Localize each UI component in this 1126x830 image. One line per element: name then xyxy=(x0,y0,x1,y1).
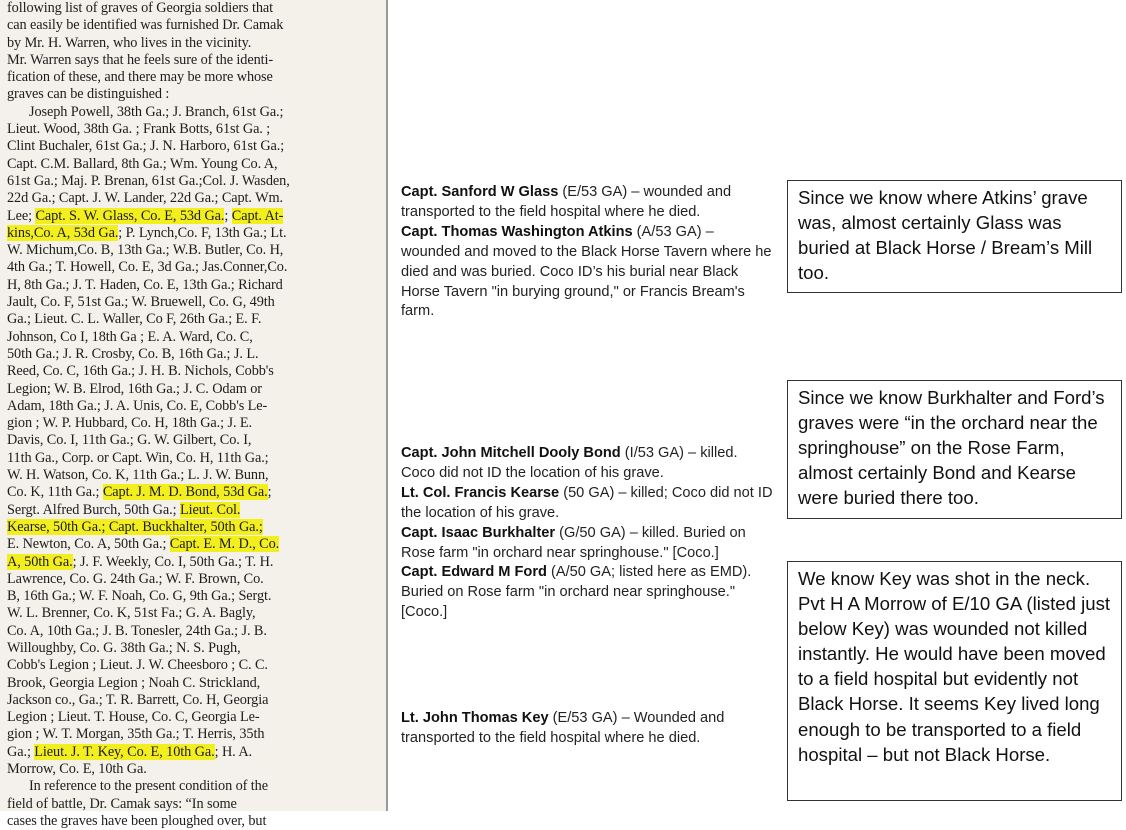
clipping-line xyxy=(7,259,380,276)
clipping-line xyxy=(7,190,380,207)
clipping-line xyxy=(7,657,380,674)
clipping-segment: following list of graves of Georgia soldiers that xyxy=(7,0,274,16)
clipping-line xyxy=(7,484,380,501)
clipping-line xyxy=(7,813,380,830)
soldier-entry xyxy=(401,484,773,524)
highlighted-name: kins,Co. A, 53d Ga. xyxy=(7,224,119,241)
soldier-entry xyxy=(401,563,773,623)
note-text-bond-kearse: Since we know Burkhalter and Ford’s graves were “in the orchard near the springhouse” on the Rose Farm, almost certainly Bond and Kearse were buried there too. xyxy=(798,387,1105,509)
annotation-glass-atkins xyxy=(401,183,773,322)
soldier-details: (G/50 GA) – killed. Buried on Rose farm "in orchard near springhouse." [Coco.] xyxy=(401,524,746,561)
clipping-line xyxy=(7,605,380,622)
clipping-segment: Joseph Powell, 38th Ga.; J. Branch, 61st Ga.; xyxy=(29,103,284,120)
clipping-line xyxy=(7,381,380,398)
clipping-segment: Lieut. Wood, 38th Ga. ; Frank Botts, 61st Ga. ; xyxy=(7,121,271,138)
clipping-segment: B, 16th Ga.; W. F. Noah, Co. G, 9th Ga.; Sergt. xyxy=(7,588,272,605)
clipping-line xyxy=(7,242,380,259)
clipping-segment: Morrow, Co. E, 10th Ga. xyxy=(7,761,147,778)
clipping-line xyxy=(7,623,380,640)
soldier-name: Capt. Edward M Ford xyxy=(401,564,547,581)
clipping-segment: Legion; W. B. Elrod, 16th Ga.; J. C. Odam or xyxy=(7,380,262,397)
clipping-line xyxy=(7,294,380,311)
clipping-segment: can easily be identified was furnished Dr. Camak xyxy=(7,17,284,34)
clipping-line xyxy=(7,398,380,415)
clipping-line xyxy=(7,363,380,380)
highlighted-name: A, 50th Ga. xyxy=(7,553,73,570)
clipping-segment: Jackson co., Ga.; T. R. Barrett, Co. H, Georgia xyxy=(7,691,269,708)
clipping-line xyxy=(7,329,380,346)
clipping-line xyxy=(7,311,380,328)
clipping-segment: Willoughby, Co. G. 38th Ga.; N. S. Pugh, xyxy=(7,639,241,656)
clipping-line xyxy=(7,744,380,761)
clipping-line xyxy=(7,138,380,155)
soldier-entry xyxy=(401,444,773,484)
clipping-line xyxy=(7,571,380,588)
clipping-segment: W. L. Brenner, Co. K, 51st Fa.; G. A. Bagly, xyxy=(7,605,256,622)
clipping-segment: E. Newton, Co. A, 50th Ga.; xyxy=(7,536,170,553)
clipping-line xyxy=(7,467,380,484)
clipping-line xyxy=(7,0,380,17)
clipping-segment: by Mr. H. Warren, who lives in the vicinity. xyxy=(7,34,252,51)
clipping-line xyxy=(7,761,380,778)
soldier-entry xyxy=(401,709,773,749)
clipping-segment: Clint Buchaler, 61st Ga.; J. N. Harboro, 61st Ga.; xyxy=(7,138,285,155)
clipping-segment: 4th Ga.; T. Howell, Co. E, 3d Ga.; Jas.Conner,Co. xyxy=(7,259,288,276)
clipping-segment: Co. A, 10th Ga.; J. B. Tonesler, 24th Ga.; J. B. xyxy=(7,622,267,639)
highlighted-name: Capt. E. M. D., Co. xyxy=(169,536,280,553)
clipping-segment: graves can be distinguished : xyxy=(7,86,170,103)
clipping-line xyxy=(7,156,380,173)
clipping-segment: Adam, 18th Ga.; J. A. Unis, Co. E, Cobb's Le- xyxy=(7,397,268,414)
clipping-segment: Lee; xyxy=(7,207,36,224)
highlighted-name: Capt. S. W. Glass, Co. E, 53d Ga. xyxy=(35,207,225,224)
soldier-entry xyxy=(401,524,773,564)
soldier-name: Lt. Col. Francis Kearse xyxy=(401,484,560,501)
clipping-line xyxy=(7,519,380,536)
soldier-details: (A/53 GA) – wounded and moved to the Black Horse Tavern where he died and was buried. Coco ID’s his burial near Black Horse Tavern "in burying ground," or Francis Bream's farm. xyxy=(401,223,772,320)
annotation-bond-kearse-burkhalter-ford xyxy=(401,444,773,623)
clipping-line xyxy=(7,69,380,86)
clipping-segment: W. Michum,Co. B, 13th Ga.; W.B. Butler, Co. H, xyxy=(7,242,284,259)
highlighted-name: Lieut. Col. xyxy=(179,501,241,518)
clipping-segment: cases the graves have been ploughed over, but xyxy=(7,812,267,829)
clipping-line xyxy=(7,121,380,138)
note-box-bond-kearse xyxy=(787,380,1122,519)
clipping-line xyxy=(7,52,380,69)
clipping-segment: Sergt. Alfred Burch, 50th Ga.; xyxy=(7,501,180,518)
clipping-segment: ; xyxy=(267,484,272,501)
highlighted-name: Lieut. J. T. Key, Co. E, 10th Ga. xyxy=(34,743,215,760)
clipping-segment: H, 8th Ga.; J. T. Haden, Co. E, 13th Ga.; Richard xyxy=(7,276,283,293)
clipping-segment: fication of these, and there may be more whose xyxy=(7,69,273,86)
clipping-segment: Ga.; xyxy=(7,743,35,760)
clipping-line xyxy=(7,35,380,52)
clipping-line xyxy=(7,640,380,657)
clipping-line xyxy=(7,692,380,709)
clipping-segment: ; P. Lynch,Co. F, 13th Ga.; Lt. xyxy=(118,224,287,241)
clipping-segment: ; H. A. xyxy=(214,743,253,760)
clipping-segment: gion ; W. T. Morgan, 35th Ga.; T. Herris, 35th xyxy=(7,726,265,743)
annotation-key xyxy=(401,709,773,749)
clipping-line xyxy=(7,796,380,813)
clipping-segment: ; J. F. Weekly, Co. I, 50th Ga.; T. H. xyxy=(72,553,274,570)
clipping-segment: ; xyxy=(224,207,232,224)
highlighted-name: Capt. At- xyxy=(231,207,284,224)
clipping-line xyxy=(7,86,380,103)
clipping-line xyxy=(7,208,380,225)
clipping-line xyxy=(7,346,380,363)
soldier-name: Capt. Thomas Washington Atkins xyxy=(401,223,633,240)
clipping-segment: gion ; W. P. Hubbard, Co. H, 18th Ga.; J. E. xyxy=(7,415,253,432)
clipping-segment: field of battle, Dr. Camak says: “In some xyxy=(7,795,237,812)
clipping-line xyxy=(7,415,380,432)
soldier-name: Capt. John Mitchell Dooly Bond xyxy=(401,445,621,461)
clipping-segment: Cobb's Legion ; Lieut. J. W. Cheesboro ; C. C. xyxy=(7,657,268,674)
soldier-details: (E/53 GA) – Wounded and transported to the field hospital where he died. xyxy=(401,710,725,746)
clipping-line xyxy=(7,588,380,605)
clipping-segment: Johnson, Co I, 18th Ga ; E. A. Ward, Co. C, xyxy=(7,328,253,345)
clipping-segment: 61st Ga.; Maj. P. Brenan, 61st Ga.;Col. J. Wasden, xyxy=(7,172,290,189)
clipping-line xyxy=(7,225,380,242)
note-text-key: We know Key was shot in the neck. Pvt H A Morrow of E/10 GA (listed just below Key) was wounded not killed instantly. He would have been moved to a field hospital but evidently not Black Horse. It seems Key lived long enough to be transported to a field hospital – but not Black Horse. xyxy=(798,568,1111,765)
clipping-line xyxy=(7,709,380,726)
clipping-segment: W. H. Watson, Co. K, 11th Ga.; L. J. W. Bunn, xyxy=(7,467,269,484)
clipping-segment: Reed, Co. C, 16th Ga.; J. H. B. Nichols, Cobb's xyxy=(7,363,274,380)
soldier-details: (I/53 GA) – killed. Coco did not ID the location of his grave. xyxy=(401,445,738,481)
clipping-line xyxy=(7,432,380,449)
clipping-segment: Legion ; Lieut. T. House, Co. C, Georgia Le- xyxy=(7,709,260,726)
soldier-details: (A/50 GA; listed here as EMD). Buried on Rose farm "in orchard near springhouse." [Coco.] xyxy=(401,564,752,621)
clipping-segment: 50th Ga.; J. R. Crosby, Co. B, 16th Ga.; J. L. xyxy=(7,345,259,362)
highlighted-name: Kearse, 50th Ga.; Capt. Buckhalter, 50th Ga.; xyxy=(7,518,263,535)
clipping-line xyxy=(7,277,380,294)
clipping-segment: 22d Ga.; Capt. J. W. Lander, 22d Ga.; Capt. Wm. xyxy=(7,190,283,207)
clipping-line xyxy=(7,536,380,553)
highlighted-name: Capt. J. M. D. Bond, 53d Ga. xyxy=(102,484,268,501)
clipping-line xyxy=(7,554,380,571)
clipping-segment: Jault, Co. F, 51st Ga.; W. Bruewell, Co. G, 49th xyxy=(7,294,275,311)
soldier-name: Capt. Isaac Burkhalter xyxy=(401,524,556,541)
clipping-line xyxy=(7,675,380,692)
clipping-segment: Capt. C.M. Ballard, 8th Ga.; Wm. Young Co. A, xyxy=(7,155,278,172)
clipping-line xyxy=(7,450,380,467)
clipping-segment: Mr. Warren says that he feels sure of the identi- xyxy=(7,51,274,68)
clipping-segment: Brook, Georgia Legion ; Noah C. Strickland, xyxy=(7,674,261,691)
note-box-glass xyxy=(787,180,1122,293)
clipping-text xyxy=(0,0,386,830)
soldier-details: (50 GA) – killed; Coco did not ID the location of his grave. xyxy=(401,484,773,521)
clipping-segment: Ga.; Lieut. C. L. Waller, Co F, 26th Ga.; E. F. xyxy=(7,311,262,328)
clipping-line xyxy=(7,778,380,795)
clipping-segment: In reference to the present condition of the xyxy=(29,778,268,795)
newspaper-clipping xyxy=(0,0,388,829)
soldier-entry xyxy=(401,183,773,223)
soldier-details: (E/53 GA) – wounded and transported to the field hospital where he died. xyxy=(401,184,732,220)
clipping-line xyxy=(7,104,380,121)
note-box-key xyxy=(787,561,1122,801)
clipping-segment: 11th Ga., Corp. or Capt. Win, Co. H, 11th Ga.; xyxy=(7,449,269,466)
note-text-glass: Since we know where Atkins’ grave was, almost certainly Glass was buried at Black Horse / Bream’s Mill too. xyxy=(798,187,1093,284)
soldier-name: Lt. John Thomas Key xyxy=(401,710,549,726)
clipping-segment: Davis, Co. I, 11th Ga.; G. W. Gilbert, Co. I, xyxy=(7,432,252,449)
clipping-line xyxy=(7,173,380,190)
soldier-name: Capt. Sanford W Glass xyxy=(401,184,559,200)
clipping-segment: Co. K, 11th Ga.; xyxy=(7,484,103,501)
soldier-entry xyxy=(401,223,773,323)
clipping-segment: Lawrence, Co. G. 24th Ga.; W. F. Brown, Co. xyxy=(7,570,264,587)
clipping-line xyxy=(7,502,380,519)
clipping-line xyxy=(7,17,380,34)
clipping-line xyxy=(7,726,380,743)
